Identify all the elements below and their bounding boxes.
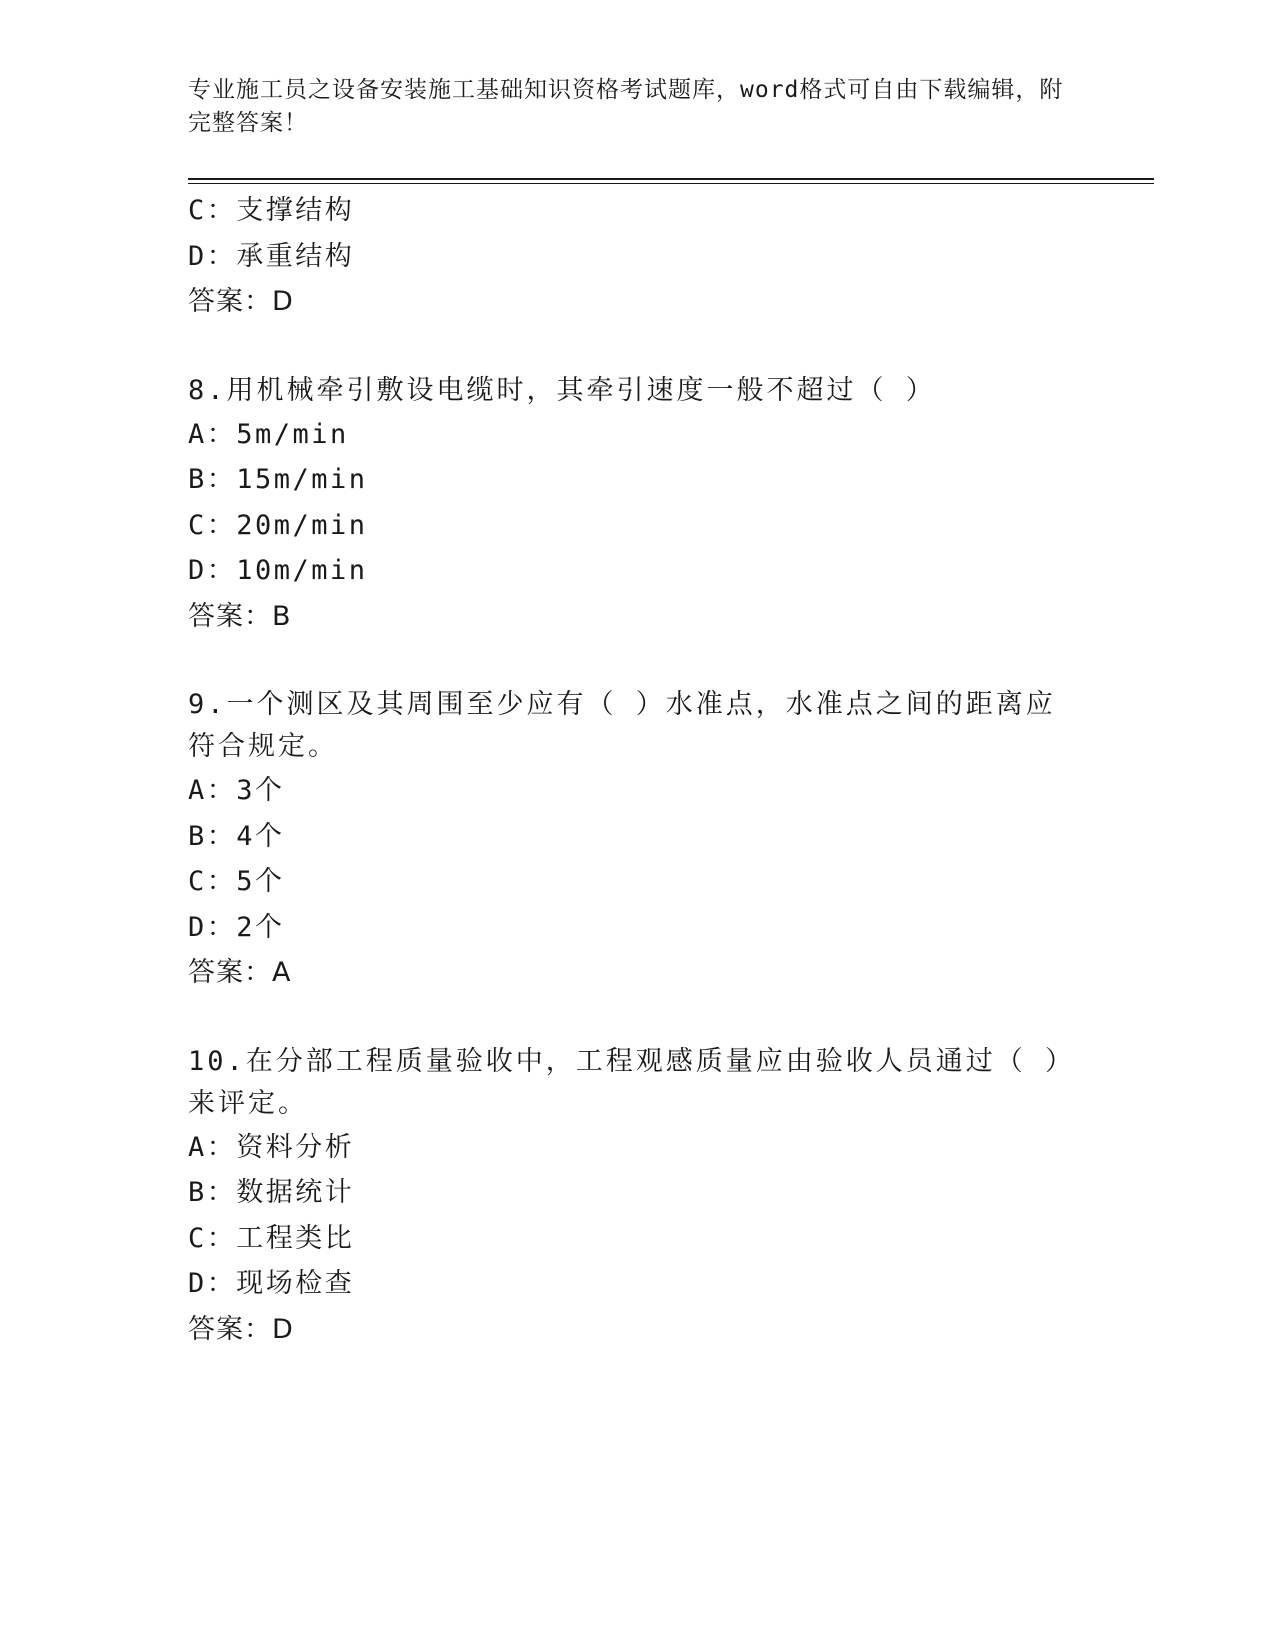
header-divider-thick xyxy=(188,178,1154,180)
document-header xyxy=(188,74,1068,140)
option-c: C：工程类比 xyxy=(188,1222,355,1254)
question-text: 9.一个测区及其周围至少应有（ ）水准点，水准点之间的距离应符合规定。 xyxy=(188,689,1056,762)
answer-line: 答案：B xyxy=(188,600,292,632)
question-block-7 xyxy=(188,188,1088,325)
question-block-9 xyxy=(188,684,1088,996)
option-a: A：资料分析 xyxy=(188,1131,355,1163)
question-block-10 xyxy=(188,1041,1088,1353)
option-b: B：数据统计 xyxy=(188,1177,355,1208)
option-b: B：15m/min xyxy=(188,464,368,495)
option-a: A：5m/min xyxy=(188,418,349,450)
option-d: D：现场检查 xyxy=(188,1268,355,1299)
question-list xyxy=(188,188,1088,1352)
option-a: A：3个 xyxy=(188,775,285,806)
option-c: C：5个 xyxy=(188,866,285,897)
answer-line: 答案：A xyxy=(188,957,292,988)
header-divider-thin xyxy=(188,183,1154,184)
question-block-8 xyxy=(188,370,1088,640)
answer-line: 答案：D xyxy=(188,1313,294,1345)
header-title: 专业施工员之设备安装施工基础知识资格考试题库，word格式可自由下载编辑，附完整答案！ xyxy=(188,77,1064,136)
option-d: D：承重结构 xyxy=(188,240,355,272)
question-text: 10.在分部工程质量验收中，工程观感质量应由验收人员通过（ ）来评定。 xyxy=(188,1045,1062,1119)
option-d: D：2个 xyxy=(188,911,285,943)
option-c: C：支撑结构 xyxy=(188,195,355,226)
option-c: C：20m/min xyxy=(188,509,368,541)
option-b: B：4个 xyxy=(188,820,285,852)
question-text: 8.用机械牵引敷设电缆时，其牵引速度一般不超过（ ） xyxy=(188,374,936,406)
answer-line: 答案：D xyxy=(188,286,294,317)
option-d: D：10m/min xyxy=(188,555,368,586)
